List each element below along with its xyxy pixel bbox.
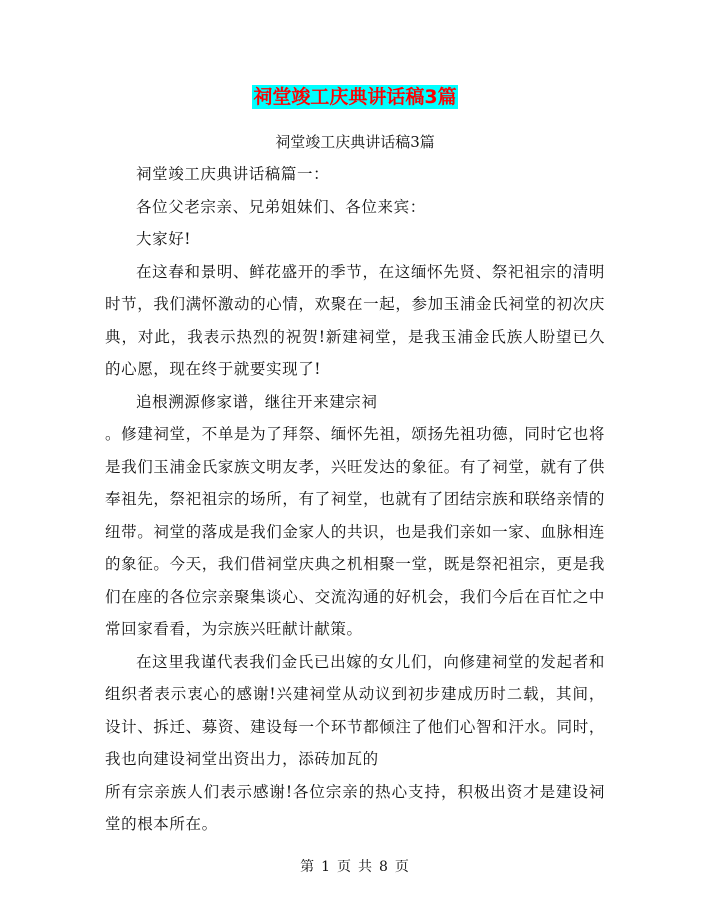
paragraph: 追根溯源修家谱，继往开来建宗祠 xyxy=(136,392,378,411)
paragraph: 。修建祠堂，不单是为了拜祭、缅怀先祖，颂扬先祖功德，同时它也将是我们玉浦金氏家族文明友孝，兴旺发达的象征。有了祠堂，就有了供奉祖先，祭祀祖宗的场所，有了祠堂，也就有了团结宗族和联络亲情的纽带。祠堂的落成是我们金家人的共识，也是我们亲如一家、血脉相连的象征。今天，我们借祠堂庆典之机相聚一堂，既是祭祀祖宗，更是我们在座的各位宗亲聚集谈心、交流沟通的好机会，我们今后在百忙之中常回家看看，为宗族兴旺献计献策。 xyxy=(105,425,605,638)
footer-total-label: 共 xyxy=(358,859,373,875)
greeting: 大家好! xyxy=(136,230,192,248)
page-number: 1 xyxy=(321,859,331,875)
footer-prefix: 第 xyxy=(300,859,316,875)
document-title: 祠堂竣工庆典讲话稿3篇 xyxy=(253,86,457,108)
footer-suffix: 页 xyxy=(394,859,410,875)
section-heading: 祠堂竣工庆典讲话稿篇一： xyxy=(136,165,330,183)
paragraph: 在这春和景明、鲜花盛开的季节，在这缅怀先贤、祭祀祖宗的清明时节，我们满怀激动的心情，欢聚在一起，参加玉浦金氏祠堂的初次庆典，对此，我表示热烈的祝贺!新建祠堂，是我玉浦金氏族人盼望已久的心愿，现在终于就要实现了! xyxy=(105,262,605,378)
footer-page-label: 页 xyxy=(337,859,352,875)
document-subtitle: 祠堂竣工庆典讲话稿3篇 xyxy=(275,133,435,151)
document-body xyxy=(105,158,605,841)
total-pages: 8 xyxy=(379,859,389,875)
salutation: 各位父老宗亲、兄弟姐妹们、各位来宾： xyxy=(136,197,426,216)
page-footer xyxy=(0,857,710,877)
paragraph: 所有宗亲族人们表示感谢!各位宗亲的热心支持，积极出资才是建设祠堂的根本所在。 xyxy=(105,782,605,833)
document-title-wrapper xyxy=(0,84,710,112)
paragraph: 在这里我谨代表我们金氏已出嫁的女儿们，向修建祠堂的发起者和组织者表示衷心的感谢!兴建祠堂从动议到初步建成历时二载，其间，设计、拆迁、募资、建设每一个环节都倾注了他们心智和汗水。同时，我也向建设祠堂出资出力，添砖加瓦的 xyxy=(105,652,605,768)
